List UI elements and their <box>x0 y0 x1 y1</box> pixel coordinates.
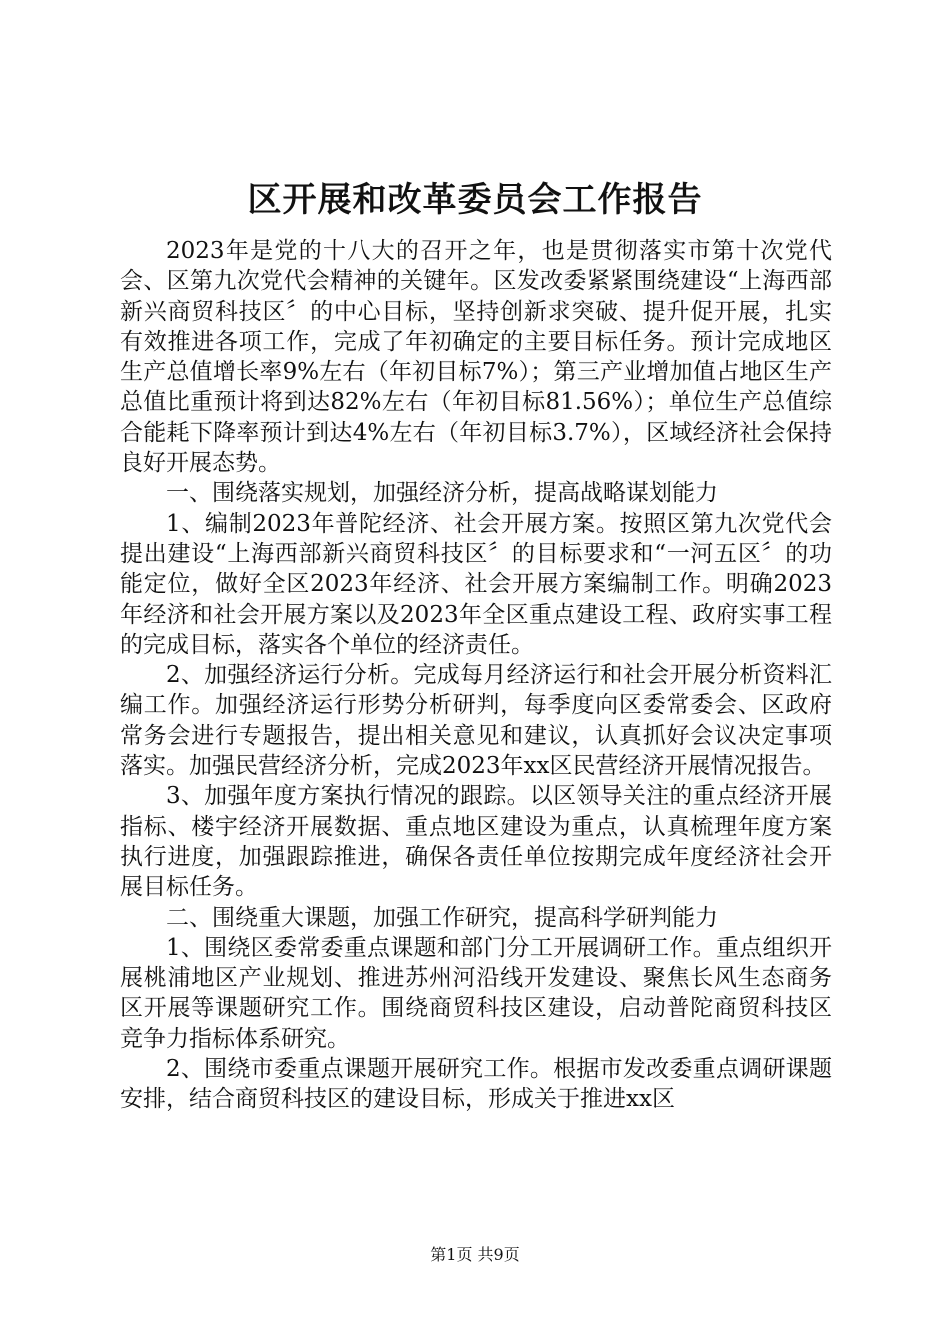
document-body <box>120 236 832 1115</box>
paragraph-2-2: 2、围绕市委重点课题开展研究工作。根据市发改委重点调研课题安排，结合商贸科技区的建设目标，形成关于推进xx区 <box>120 1056 832 1113</box>
page-footer: 第1页 共9页 <box>430 1245 520 1264</box>
paragraph-1-3: 3、加强年度方案执行情况的跟踪。以区领导关注的重点经济开展指标、楼宇经济开展数据、重点地区建设为重点，认真梳理年度方案执行进度，加强跟踪推进，确保各责任单位按期完成年度经济社会开展目标任务。 <box>120 783 832 901</box>
paragraph-1-1: 1、编制2023年普陀经济、社会开展方案。按照区第九次党代会提出建设“上海西部新兴商贸科技区〞的目标要求和“一河五区〞的功能定位，做好全区2023年经济、社会开展方案编制工作。明确2023年经济和社会开展方案以及2023年全区重点建设工程、政府实事工程的完成目标，落实各个单位的经济责任。 <box>120 510 832 658</box>
document-title: 区开展和改革委员会工作报告 <box>247 180 703 220</box>
paragraph-1-2: 2、加强经济运行分析。完成每月经济运行和社会开展分析资料汇编工作。加强经济运行形势分析研判，每季度向区委常委会、区政府常务会进行专题报告，提出相关意见和建议，认真抓好会议决定事项落实。加强民营经济分析，完成2023年xx区民营经济开展情况报告。 <box>120 662 832 780</box>
paragraph-2-1: 1、围绕区委常委重点课题和部门分工开展调研工作。重点组织开展桃浦地区产业规划、推进苏州河沿线开发建设、聚焦长风生态商务区开展等课题研究工作。围绕商贸科技区建设，启动普陀商贸科技区竞争力指标体系研究。 <box>120 934 832 1052</box>
section-heading-2: 二、围绕重大课题，加强工作研究，提高科学研判能力 <box>166 904 718 931</box>
section-heading-1: 一、围绕落实规划，加强经济分析，提高战略谋划能力 <box>166 480 718 507</box>
paragraph-intro: 2023年是党的十八大的召开之年，也是贯彻落实市第十次党代会、区第九次党代会精神的关键年。区发改委紧紧围绕建设“上海西部新兴商贸科技区〞的中心目标，坚持创新求突破、提升促开展，扎实有效推进各项工作，完成了年初确定的主要目标任务。预计完成地区生产总值增长率9%左右（年初目标7%）；第三产业增加值占地区生产总值比重预计将到达82%左右（年初目标81.56%）；单位生产总值综合能耗下降率预计到达4%左右（年初目标3.7%），区域经济社会保持良好开展态势。 <box>120 238 832 477</box>
